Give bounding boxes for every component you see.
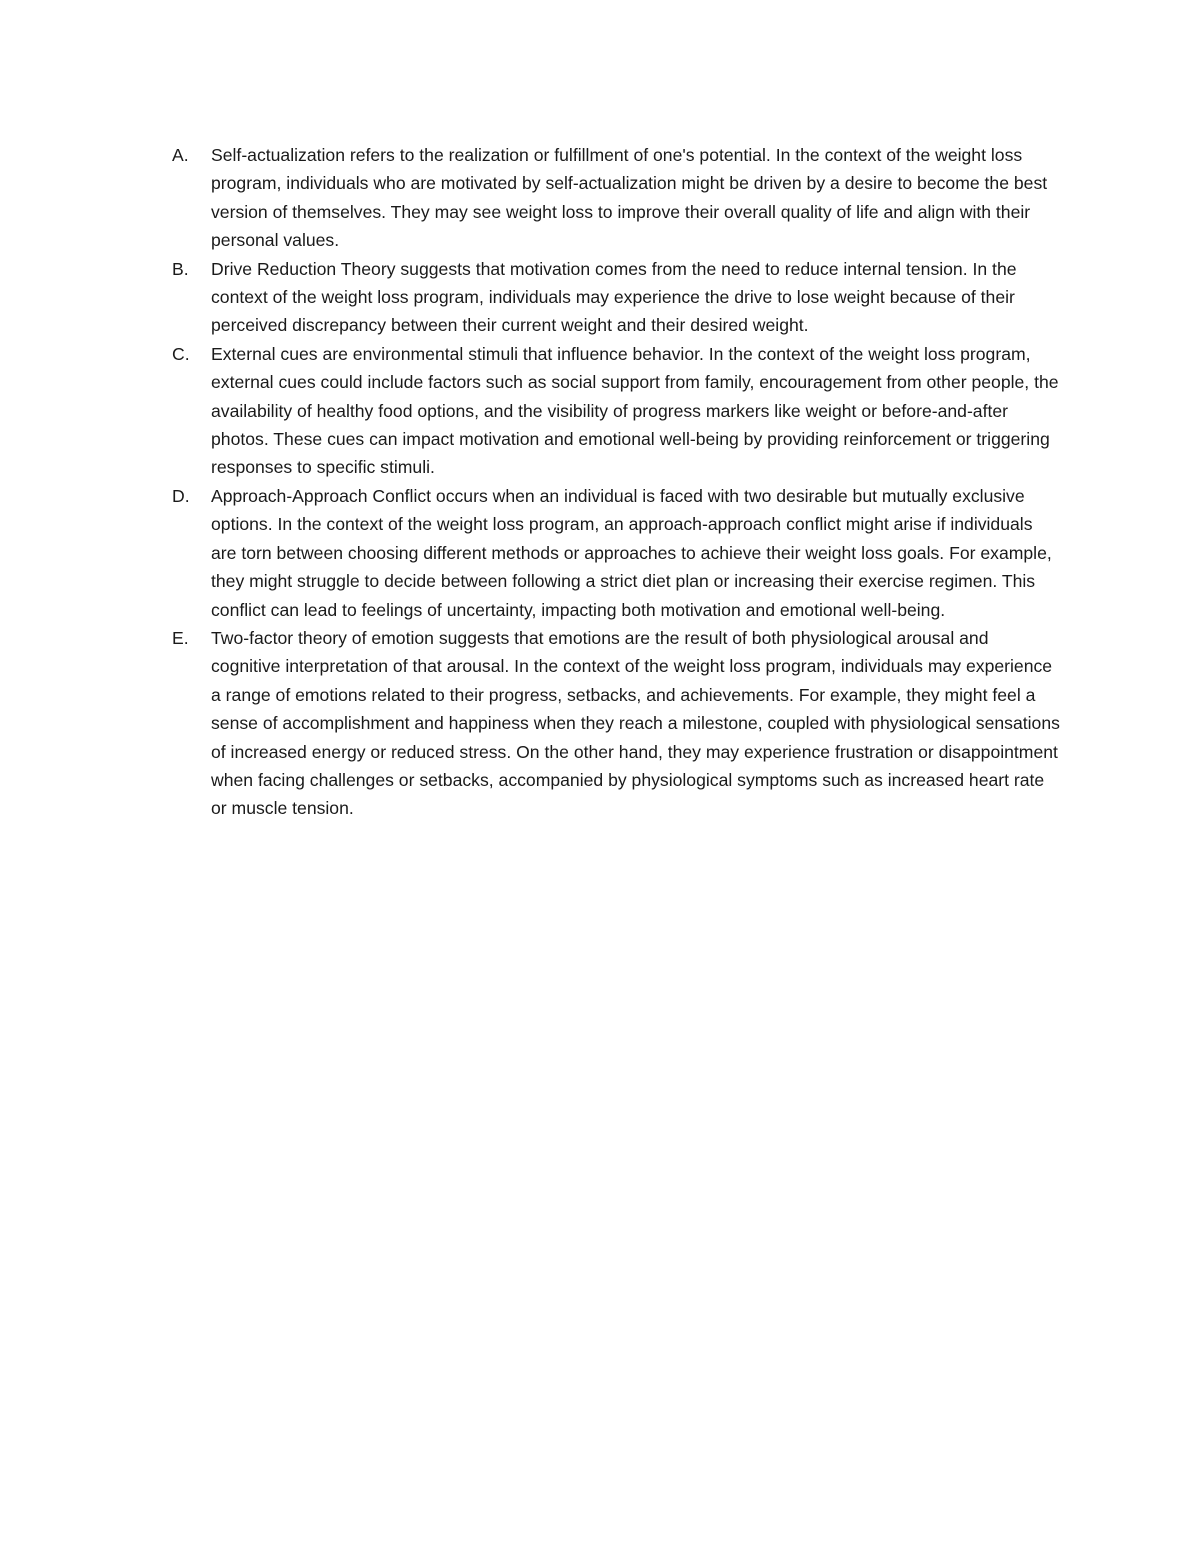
list-item-text: Approach-Approach Conflict occurs when an individual is faced with two desirable but mutually exclusive options. In the context of the weight loss program, an approach-approach conflict might arise if individuals are torn between choosing different methods or approaches to achieve their weight loss goals. For example, they might struggle to decide between following a strict diet plan or increasing their exercise regimen. This conflict can lead to feelings of uncertainty, impacting both motivation and emotional well-being.: [211, 485, 1052, 620]
ordered-list: [172, 141, 1062, 823]
list-marker: B.: [172, 258, 189, 279]
list-item-d: [172, 482, 1062, 624]
list-item-c: [172, 340, 1062, 482]
list-marker: A.: [172, 145, 189, 165]
list-marker: D.: [172, 485, 190, 506]
list-marker: E.: [172, 627, 189, 648]
list-marker: C.: [172, 343, 190, 364]
list-item-text: Self-actualization refers to the realization or fulfillment of one's potential. In the context of the weight loss program, individuals who are motivated by self-actualization might be driven by a desire to become the best version of themselves. They may see weight loss to improve their overall quality of life and align with their personal values.: [211, 145, 1048, 251]
list-item-e: [172, 624, 1062, 823]
list-item-text: External cues are environmental stimuli that influence behavior. In the context of the weight loss program, external cues could include factors such as social support from family, encouragement from other people, the availability of healthy food options, and the visibility of progress markers like weight or before-and-after photos. These cues can impact motivation and emotional well-being by providing reinforcement or triggering responses to specific stimuli.: [211, 343, 1059, 478]
list-item-text: Two-factor theory of emotion suggests that emotions are the result of both physiological arousal and cognitive interpretation of that arousal. In the context of the weight loss program, individuals may experience a range of emotions related to their progress, setbacks, and achievements. For example, they might feel a sense of accomplishment and happiness when they reach a milestone, coupled with physiological sensations of increased energy or reduced stress. On the other hand, they may experience frustration or disappointment when facing challenges or setbacks, accompanied by physiological symptoms such as increased heart rate or muscle tension.: [211, 627, 1060, 819]
list-item-text: Drive Reduction Theory suggests that motivation comes from the need to reduce internal tension. In the context of the weight loss program, individuals may experience the drive to lose weight because of their perceived discrepancy between their current weight and their desired weight.: [211, 258, 1017, 336]
list-item-b: [172, 255, 1062, 340]
list-item-a: [172, 141, 1062, 255]
